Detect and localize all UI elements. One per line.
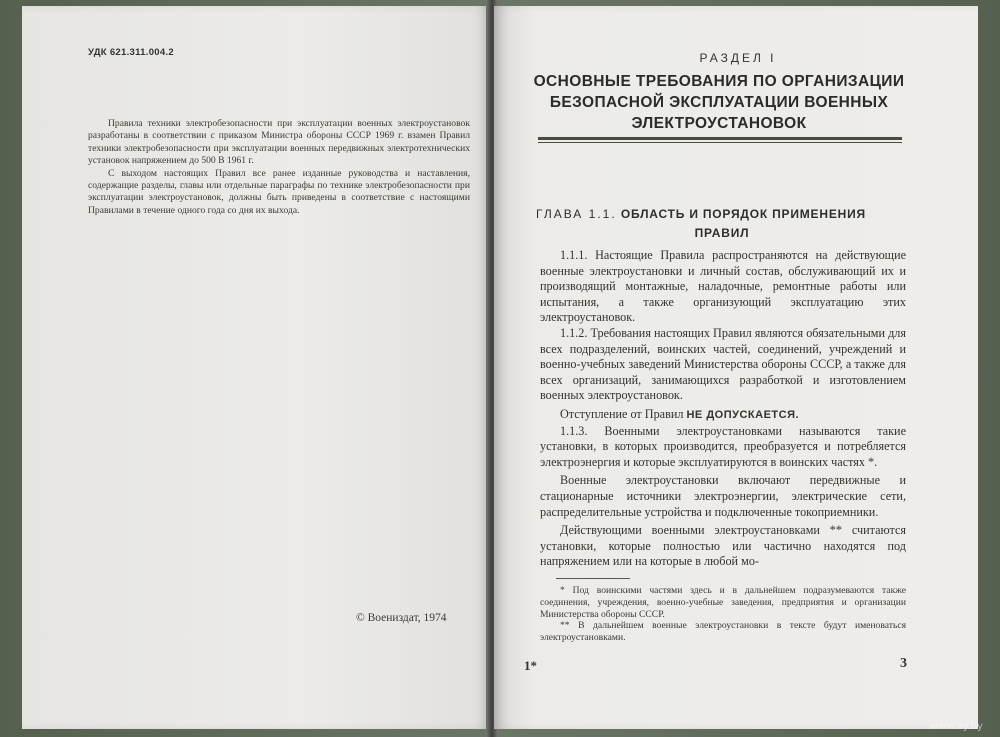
chapter-heading [536,205,908,243]
paragraph-1-1-1: 1.1.1. Настоящие Правила распространяются на действующие военные электроустановки и личный состав, обслуживающий их и производящий монтажные, наладочные, ремонтные работы или испытания, а также организующий эксплуатацию этих электроустановок. [540,248,906,325]
footnote-divider [556,578,630,579]
signature-mark: 1* [524,658,537,673]
footnote-2: ** В дальнейшем военные электроустановки в тексте будут именоваться электроустановками. [540,620,906,644]
section-divider-thick [538,137,902,140]
paragraph-1-1-2: 1.1.2. Требования настоящих Правил являются обязательными для всех подразделений, воинских частей, соединений, учреждений и военно-учебных заведений Министерства обороны СССР, а также для всех организаций, занимающихся разработкой и изготовлением военных электроустановок. [540,325,906,403]
page-number: 3 [900,656,907,671]
publisher-copyright: © Воениздат, 1974 [356,612,447,624]
imprint-paragraph-2: С выходом настоящих Правил все ранее изданные руководства и наставления, содержащие разделы, главы или отдельные параграфы по технике электробезопасности при эксплуатации электроустановок, должны быть приведены в соответствие с настоящими Правилами в течение одного года со дня их выхода. [88,167,470,216]
section-title: ОСНОВНЫЕ ТРЕБОВАНИЯ ПО ОРГАНИЗАЦИИ БЕЗОПАСНОЙ ЭКСПЛУАТАЦИИ ВОЕННЫХ ЭЛЕКТРОУСТАНОВОК [533,73,905,132]
section-label: РАЗДЕЛ I [699,51,777,65]
section-divider-thin [538,142,902,143]
chapter-title-line1: ОБЛАСТЬ И ПОРЯДОК ПРИМЕНЕНИЯ [620,207,866,221]
imprint-notice [88,118,470,217]
exception-text: Отступление от Правил [560,406,684,421]
udk-code: УДК 621.311.004.2 [88,47,174,58]
footnote-1: * Под воинскими частями здесь и в дальнейшем подразумеваются также соединения, учреждения, военно-учебные заведения, предприятия и организации Министерства обороны СССР. [540,585,906,620]
paragraph-installations: Военные электроустановки включают передвижные и стационарные источники электроэнергии, электрические сети, распределительные устройства и подключенные токоприемники. [540,473,906,519]
body-text [540,248,906,570]
chapter-number: ГЛАВА 1.1. [536,207,617,221]
paragraph-active-installations: Действующими военными электроустановками ** считаются установки, которые полностью или частично находятся под напряжением или на которые в любой мо- [540,523,906,569]
imprint-paragraph-1: Правила техники электробезопасности при эксплуатации военных электроустановок разработаны в соответствии с приказом Министра обороны СССР 1969 г. взамен Правил техники электробезопасности при эксплуатации военных передвижных электротехнических установок напряжением до 500 В 1961 г. [88,118,470,167]
footnotes [540,585,906,644]
watermark: www.ay.by [930,721,983,732]
exception-emphasis: НЕ ДОПУСКАЕТСЯ. [686,408,800,421]
paragraph-exception [540,407,906,424]
chapter-title-line2: ПРАВИЛ [694,226,750,240]
paragraph-1-1-3: 1.1.3. Военными электроустановками называются такие установки, в которых производится, преобразуется и потребляется электроэнергия и которые эксплуатируются в воинских частях *. [540,423,906,469]
